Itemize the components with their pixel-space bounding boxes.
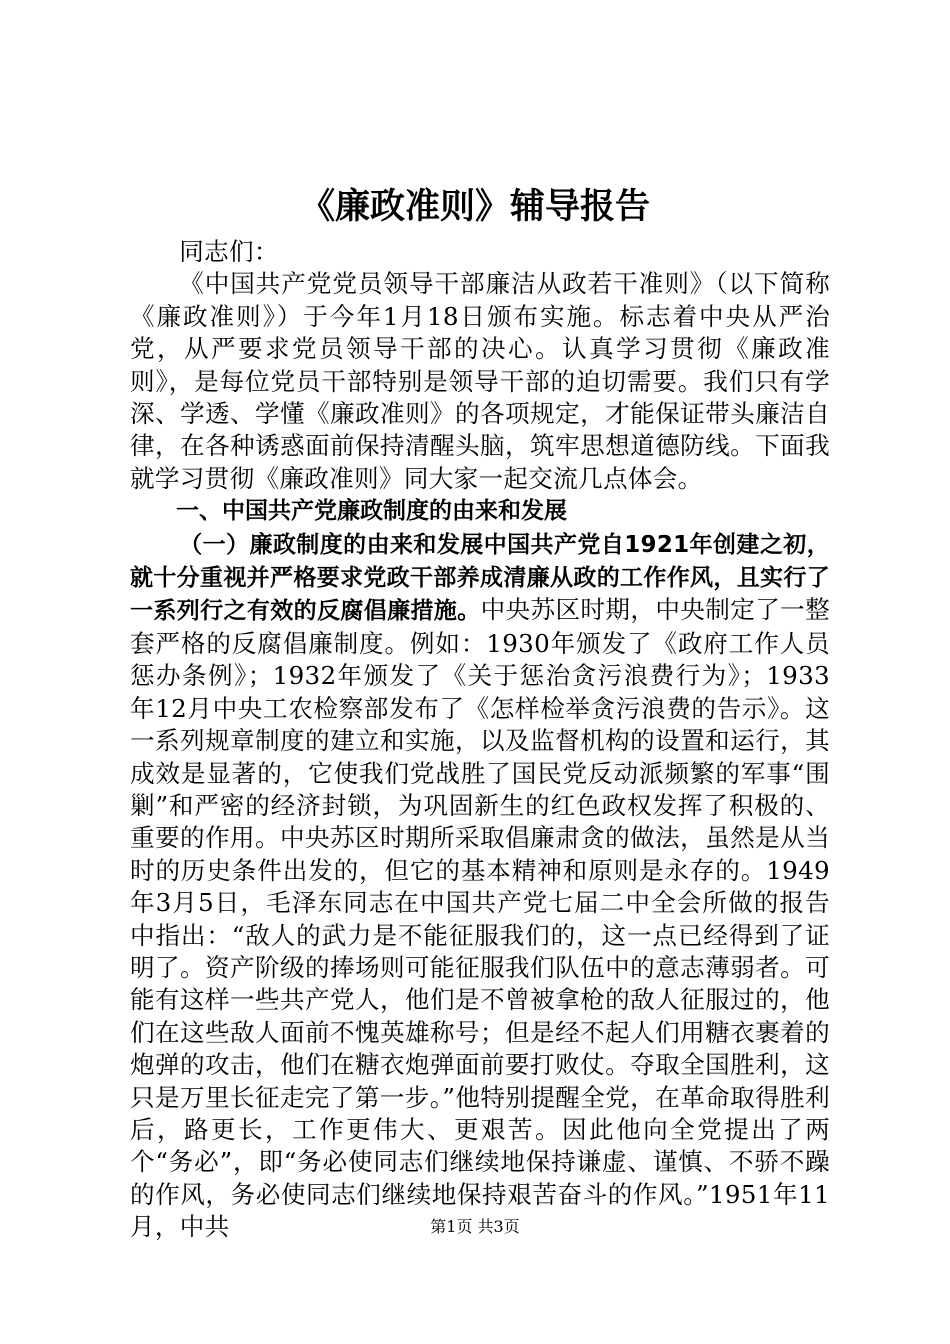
section-heading: 一、中国共产党廉政制度的由来和发展 xyxy=(176,498,567,525)
document-body xyxy=(130,236,830,1244)
section-paragraph xyxy=(130,528,830,1244)
section-body-text: 中央苏区时期，中央制定了一整套严格的反腐倡廉制度。例如：1930年颁发了《政府工作人员惩办条例》；1932年颁发了《关于惩治贪污浪费行为》；1933年12月中央工农检察部发布了《怎样检举贪污浪费的告示》。这一系列规章制度的建立和实施，以及监督机构的设置和运行，其成效是显著的，它使我们党战胜了国民党反动派频繁的军事“围剿”和严密的经济封锁，为巩固新生的红色政权发挥了积极的、重要的作用。中央苏区时期所采取倡廉肃贪的做法，虽然是从当时的历史条件出发的，但它的基本精神和原则是永存的。1949年3月5日，毛泽东同志在中国共产党七届二中全会所做的报告中指出：“敌人的武力是不能征服我们的，这一点已经得到了证明了。资产阶级的捧场则可能征服我们队伍中的意志薄弱者。可能有这样一些共产党人，他们是不曾被拿枪的敌人征服过的，他们在这些敌人面前不愧英雄称号；但是经不起人们用糖衣裹着的炮弹的攻击，他们在糖衣炮弹面前要打败仗。夺取全国胜利，这只是万里长征走完了第一步。”他特别提醒全党，在革命取得胜利后，路更长，工作更伟大、更艰苦。因此他向全党提出了两个“务必”，即“务必使同志们继续地保持谦虚、谨慎、不骄不躁的作风，务必使同志们继续地保持艰苦奋斗的作风。”1951年11月，中共 xyxy=(130,595,831,1242)
intro-paragraph: 《中国共产党党员领导干部廉洁从政若干准则》（以下简称《廉政准则》）于今年1月18日颁布实施。标志着中央从严治党，从严要求党员领导干部的决心。认真学习贯彻《廉政准则》，是每位党员干部特别是领导干部的迫切需要。我们只有学深、学透、学懂《廉政准则》的各项规定，才能保证带头廉洁自律，在各种诱惑面前保持清醒头脑，筑牢思想道德防线。下面我就学习贯彻《廉政准则》同大家一起交流几点体会。 xyxy=(130,269,830,493)
subsection-lead: （一）廉政制度的由来和发展中国共产党自1921年创建之初，就十分重视并严格要求党政干部养成清廉从政的工作作风，且实行了一系列行之有效的反腐倡廉措施。 xyxy=(130,531,830,625)
page-footer: 第1页 共3页 xyxy=(430,1217,520,1236)
salutation: 同志们： xyxy=(179,237,279,266)
document-title: 《廉政准则》辅导报告 xyxy=(299,186,650,227)
